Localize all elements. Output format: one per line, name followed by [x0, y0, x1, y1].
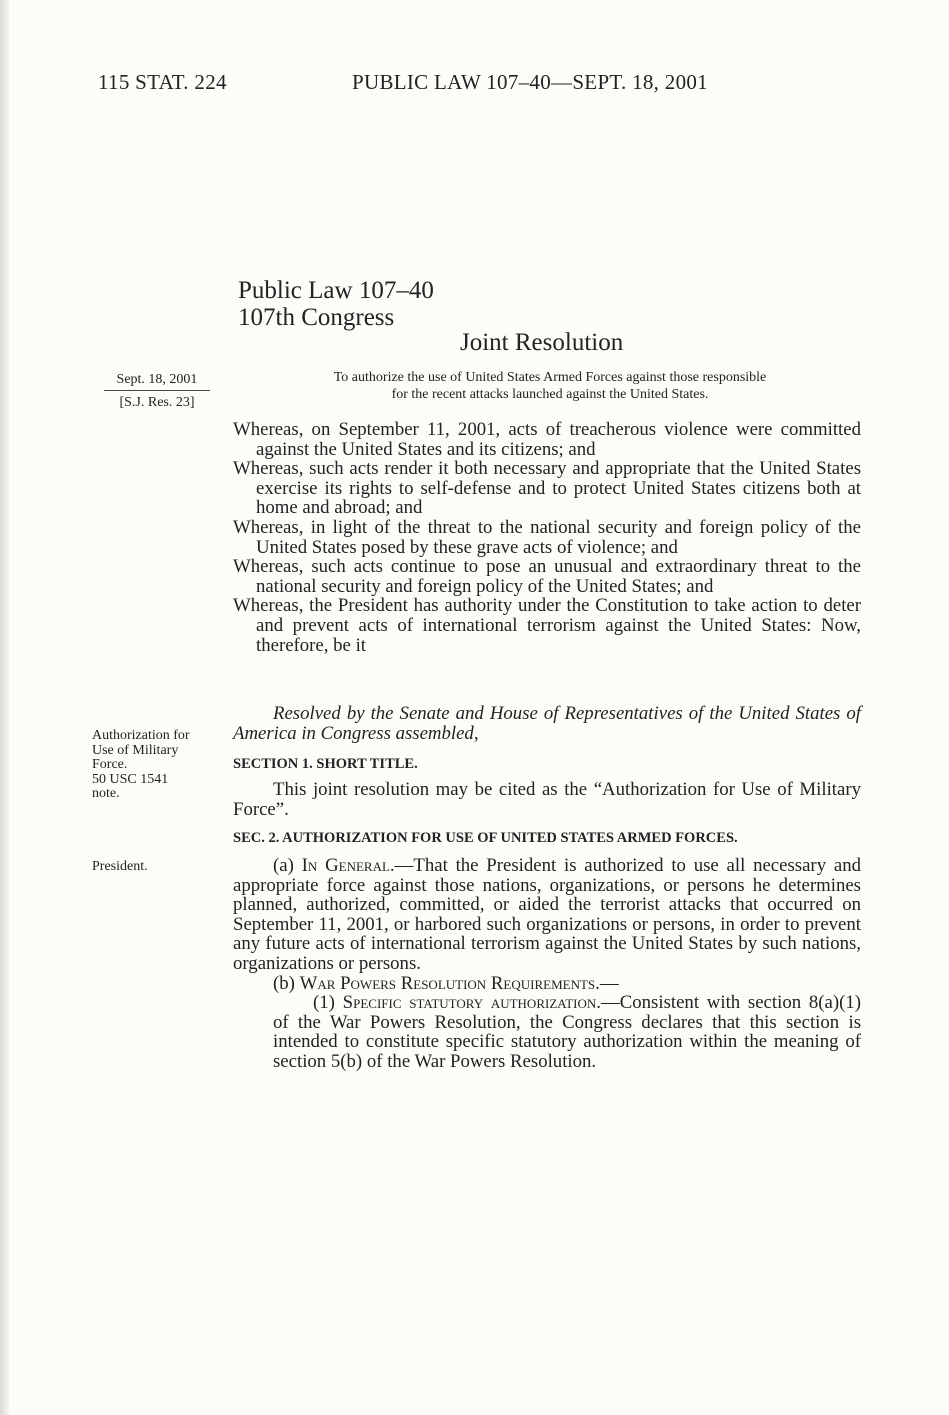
margin-rule — [104, 390, 210, 391]
title-block — [238, 277, 434, 331]
margin-note-line: note. — [92, 786, 120, 801]
public-law-number: Public Law 107–40 — [238, 277, 434, 304]
purpose-statement — [235, 369, 865, 403]
subsection-b-label: (b) — [273, 972, 295, 994]
margin-note-president: President. — [92, 859, 148, 874]
document-type-title: Joint Resolution — [460, 329, 624, 356]
subsection-a-caption: In General. — [301, 855, 395, 876]
section-1-heading: SECTION 1. SHORT TITLE. — [233, 756, 418, 772]
section-1-text: This joint resolution may be cited as the “Authorization for Use of Military Force”. — [233, 779, 861, 820]
paragraph-b1 — [233, 993, 861, 1071]
section-1-body — [233, 780, 861, 819]
whereas-clause: Whereas, the President has authority under the Constitution to take action to deter and prevent acts of international terrorism against the United States: Now, therefore, be it — [233, 595, 861, 656]
margin-note-line: 50 USC 1541 — [92, 771, 169, 787]
margin-note-line: Force. — [92, 757, 128, 772]
whereas-clauses — [233, 420, 861, 655]
page-binding-edge — [0, 0, 9, 1415]
enactment-date: Sept. 18, 2001 — [116, 372, 198, 387]
paragraph-b1-caption: Specific statutory authorization. — [342, 992, 601, 1014]
margin-note-line: Authorization for — [92, 728, 190, 743]
congress-number: 107th Congress — [238, 304, 395, 331]
whereas-clause: Whereas, in light of the threat to the national security and foreign policy of the United States posed by these grave acts of violence; and — [233, 516, 861, 558]
subsection-a-text: —That the President is authorized to use all necessary and appropriate force against those nations, organizations, or persons he determines planned, authorized, committed, or aided the terrorist attacks that occurred on September 11, 2001, or harbored such organizations or persons, in order to prevent any future acts of international terrorism against the United States by such nations, organizations or persons. — [233, 855, 861, 974]
subsection-b-dash: — — [599, 972, 619, 994]
running-head: PUBLIC LAW 107–40—SEPT. 18, 2001 — [352, 70, 708, 94]
resolved-text: Resolved by the Senate and House of Representatives of the United States of America in Congress assembled, — [233, 703, 861, 744]
section-2-heading: SEC. 2. AUTHORIZATION FOR USE OF UNITED STATES ARMED FORCES. — [233, 830, 738, 846]
purpose-line: for the recent attacks launched against the United States. — [391, 387, 709, 402]
resolving-clause — [233, 704, 861, 743]
subsection-a-label: (a) — [273, 855, 294, 876]
whereas-clause: Whereas, such acts continue to pose an unusual and extraordinary threat to the national security and foreign policy of the United States; and — [233, 556, 861, 597]
subsection-b-caption: War Powers Resolution Requirements. — [299, 972, 600, 994]
whereas-clause: Whereas, on September 11, 2001, acts of treacherous violence were committed against the United States and its citizens; and — [233, 419, 861, 460]
margin-note-date — [104, 370, 210, 412]
section-2-body — [233, 856, 861, 1072]
page-number: 115 STAT. 224 — [98, 70, 227, 94]
subsection-a — [233, 856, 861, 974]
bill-number: [S.J. Res. 23] — [119, 395, 195, 410]
margin-note-line: Use of Military — [92, 742, 179, 758]
whereas-clause: Whereas, such acts render it both necessary and appropriate that the United States exercise its rights to self-defense and to protect United States citizens both at home and abroad; and — [233, 458, 861, 519]
subsection-b — [233, 974, 861, 994]
paragraph-b1-label: (1) — [313, 992, 335, 1014]
purpose-line: To authorize the use of United States Armed Forces against those responsible — [333, 370, 767, 385]
paragraph-b1-text: —Consistent with section 8(a)(1) of the War Powers Resolution, the Congress declares that this section is intended to constitute specific statutory authorization within the meaning of section 5(b) of the War Powers Resolution. — [273, 992, 861, 1072]
margin-note-authorization — [92, 729, 222, 802]
